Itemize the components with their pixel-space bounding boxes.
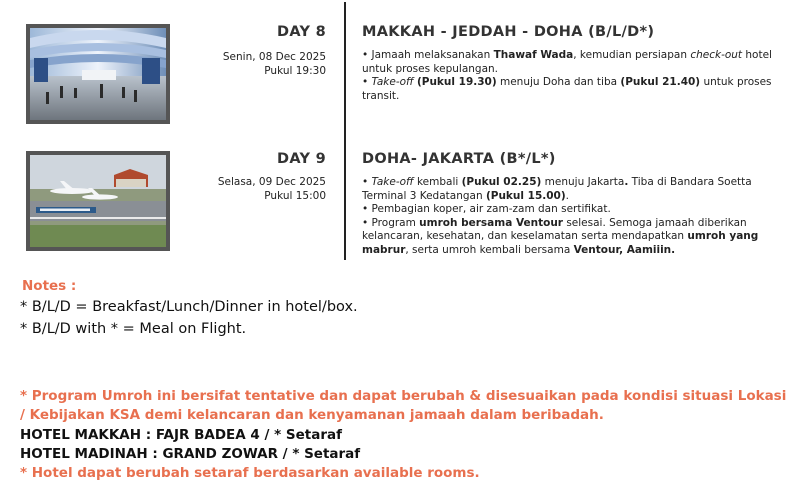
day-9-time: Pukul 15:00 bbox=[264, 190, 326, 202]
hotel-makkah: HOTEL MAKKAH : FAJR BADEA 4 / * Setaraf bbox=[20, 427, 342, 443]
note-line-flight-meal: * B/L/D with * = Meal on Flight. bbox=[20, 321, 247, 337]
bullet-text: check-out bbox=[690, 49, 743, 61]
bullet-text: umroh yang mabrur bbox=[362, 230, 759, 256]
bullet-text: selesai. Semoga jamaah diberikan kelancaran, kesehatan, dan keselamatan serta mendapatkan bbox=[362, 216, 747, 242]
program-notice: * Program Umroh ini bersifat tentative dan dapat berubah & disesuaikan pada kondisi situasi Lokasi / Kebijakan KSA demi kelancaran dan kenyamanan jamaah dalam beribadah. bbox=[20, 388, 787, 423]
bullet-text: umroh bersama Ventour bbox=[419, 216, 563, 229]
day-8-route: MAKKAH - JEDDAH - DOHA (B/L/D*) bbox=[362, 24, 655, 40]
bullet-text: menuju Doha dan tiba bbox=[496, 76, 621, 88]
day-8-time: Pukul 19:30 bbox=[264, 65, 326, 77]
itinerary-bullet bbox=[362, 217, 782, 258]
bullet-text: hotel untuk proses kepulangan. bbox=[362, 49, 772, 75]
terminal-image bbox=[30, 28, 166, 120]
bullet-text: (Pukul 19.30) bbox=[416, 76, 497, 88]
day-9-label: DAY 9 bbox=[276, 151, 326, 167]
itinerary-bullet bbox=[362, 203, 782, 217]
bullet-text: Program bbox=[371, 216, 420, 229]
bullet-text: . bbox=[624, 176, 629, 188]
bullet-text: Take-off bbox=[371, 76, 414, 88]
timeline-divider bbox=[344, 2, 346, 260]
bullet-text: Take-off bbox=[371, 176, 414, 188]
bullet-text: (Pukul 15.00) bbox=[485, 189, 566, 202]
hotel-notice: * Hotel dapat berubah setaraf berdasarkan available rooms. bbox=[20, 465, 480, 481]
airport-terminal-photo bbox=[26, 24, 170, 124]
day-9-description bbox=[362, 176, 782, 257]
bullet-text: Pembagian koper, air zam-zam dan sertifikat. bbox=[371, 203, 611, 215]
bullet-text: Jamaah melaksanakan bbox=[371, 49, 494, 61]
bullet-text: , serta umroh kembali bersama bbox=[405, 243, 574, 256]
itinerary-bullet bbox=[362, 176, 782, 203]
bullet-text: , kemudian persiapan bbox=[573, 49, 691, 61]
day-8-label: DAY 8 bbox=[276, 24, 326, 40]
apron-image bbox=[30, 155, 166, 247]
bullet-text: (Pukul 21.40) bbox=[620, 76, 701, 88]
itinerary-bullet bbox=[362, 49, 782, 76]
bullet-text: menuju Jakarta bbox=[541, 176, 625, 188]
day-9-schedule bbox=[218, 175, 326, 203]
bullet-text: untuk proses transit. bbox=[362, 76, 772, 102]
day-9-date: Selasa, 09 Dec 2025 bbox=[217, 176, 326, 188]
bullet-text: (Pukul 02.25) bbox=[461, 176, 542, 188]
day-8-date: Senin, 08 Dec 2025 bbox=[222, 51, 326, 63]
note-line-meal-code: * B/L/D = Breakfast/Lunch/Dinner in hotel/box. bbox=[20, 299, 358, 315]
day-9-route: DOHA- JAKARTA (B*/L*) bbox=[362, 151, 556, 167]
airport-apron-photo bbox=[26, 151, 170, 251]
hotel-madinah: HOTEL MADINAH : GRAND ZOWAR / * Setaraf bbox=[20, 446, 361, 462]
bullet-text: Ventour, Aamiiin. bbox=[573, 243, 676, 256]
day-8-description bbox=[362, 49, 782, 103]
bullet-text: . bbox=[565, 189, 569, 202]
itinerary-bullet bbox=[362, 76, 782, 103]
notes-heading: Notes : bbox=[22, 278, 77, 294]
day-8-schedule bbox=[223, 50, 326, 78]
bullet-text: Thawaf Wada bbox=[493, 49, 574, 61]
bullet-text: kembali bbox=[413, 176, 462, 188]
bullet-text: Tiba di Bandara Soetta Terminal 3 Kedatangan bbox=[362, 176, 752, 202]
